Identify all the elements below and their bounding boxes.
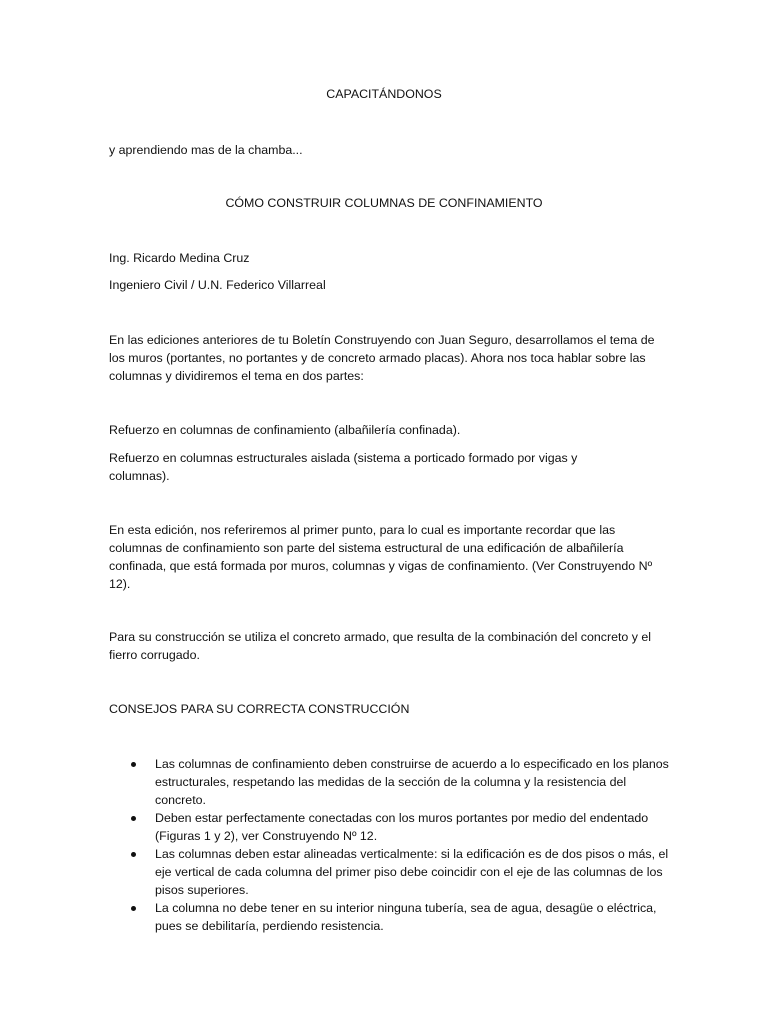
part-one-text: Refuerzo en columnas de confinamiento (albañilería confinada). [109, 423, 461, 437]
paragraph-construction: Para su construcción se utiliza el concreto armado, que resulta de la combinación del concreto y el fierro corrugado. [109, 630, 652, 662]
list-item [109, 845, 669, 899]
article-heading: CÓMO CONSTRUIR COLUMNAS DE CONFINAMIENTO [225, 196, 543, 210]
paragraph-edition: En esta edición, nos referiremos al primer punto, para lo cual es importante recordar que las columnas de confinamiento son parte del sistema estructural de una edificación de albañilería confinada, que está formada por muros, columnas y vigas de confinamiento. (Ver Construyendo Nº 12). [109, 523, 653, 591]
advice-list [109, 755, 669, 935]
list-item [109, 809, 669, 845]
bullet-icon [131, 816, 136, 821]
list-item-text: Deben estar perfectamente conectadas con los muros portantes por medio del endentado (Figuras 1 y 2), ver Construyendo Nº 12. [155, 811, 649, 843]
section-heading: CONSEJOS PARA SU CORRECTA CONSTRUCCIÓN [109, 702, 410, 716]
list-item-text: La columna no debe tener en su interior ninguna tubería, sea de agua, desagüe o eléctrica, pues se debilitaría, perdiendo resistencia. [155, 901, 657, 933]
author-role: Ingeniero Civil / U.N. Federico Villarreal [109, 278, 326, 292]
intro-line: y aprendiendo mas de la chamba... [109, 143, 303, 157]
document-title: CAPACITÁNDONOS [326, 87, 442, 101]
author-name: Ing. Ricardo Medina Cruz [109, 251, 250, 265]
bullet-icon [131, 852, 136, 857]
list-item-text: Las columnas deben estar alineadas verticalmente: si la edificación es de dos pisos o más, el eje vertical de cada columna del primer piso debe coincidir con el eje de las columnas de los pisos superiores. [155, 847, 669, 897]
bullet-icon [131, 762, 136, 767]
part-two-text: Refuerzo en columnas estructurales aislada (sistema a porticado formado por vigas y columnas). [109, 451, 578, 483]
list-item [109, 899, 669, 935]
list-item-text: Las columnas de confinamiento deben construirse de acuerdo a lo especificado en los planos estructurales, respetando las medidas de la sección de la columna y la resistencia del concreto. [155, 757, 669, 807]
paragraph-intro: En las ediciones anteriores de tu Boletín Construyendo con Juan Seguro, desarrollamos el tema de los muros (portantes, no portantes y de concreto armado placas). Ahora nos toca hablar sobre las columnas y dividiremos el tema en dos partes: [109, 333, 655, 383]
list-item [109, 755, 669, 809]
bullet-icon [131, 906, 136, 911]
